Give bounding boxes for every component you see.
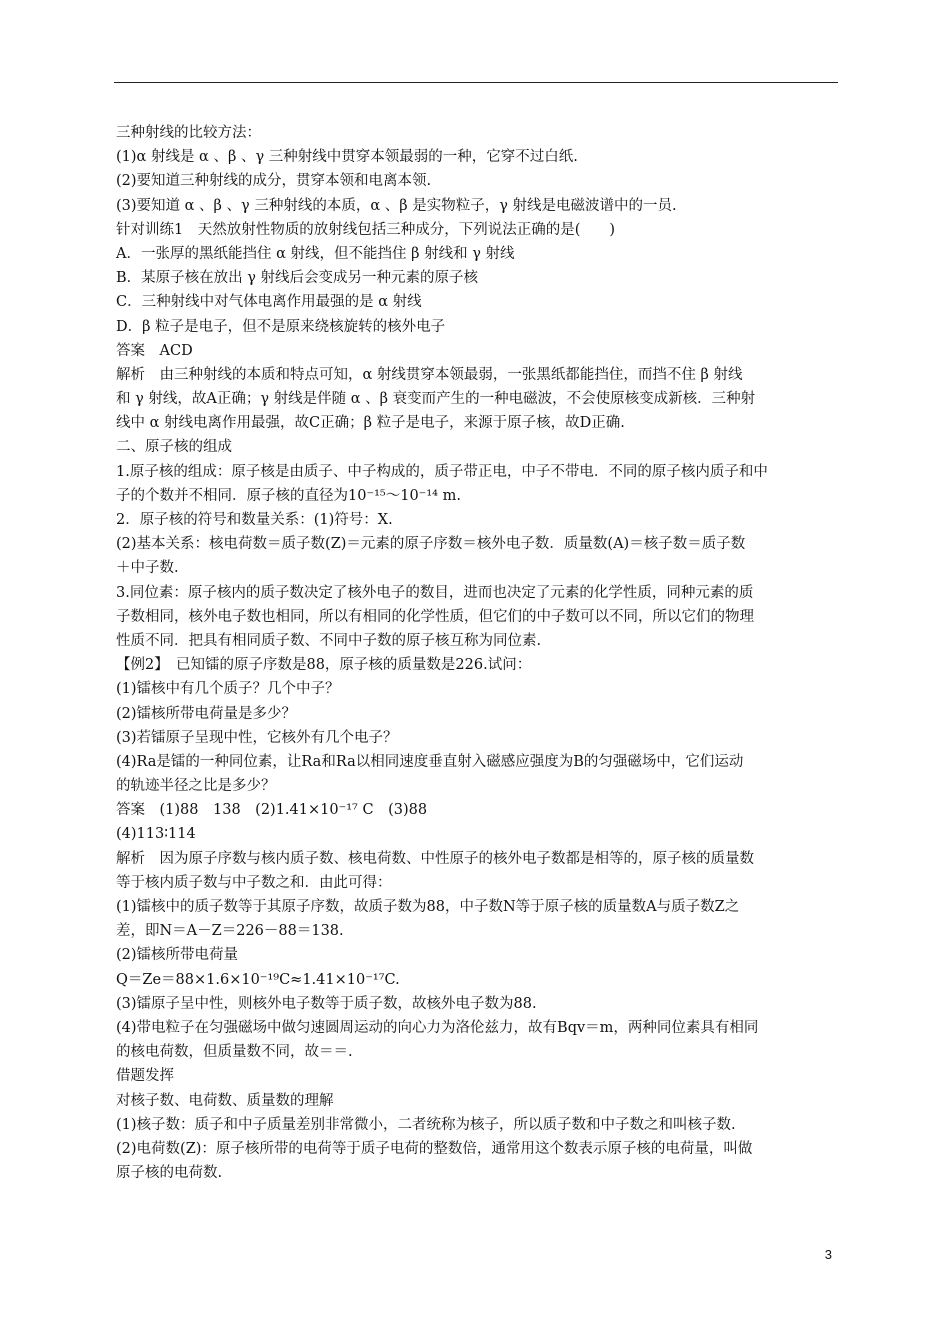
text-line: (2)要知道三种射线的成分，贯穿本领和电离本领.	[116, 173, 432, 190]
analysis-line: 和 γ 射线，故A正确；γ 射线是伴随 α 、β 衰变而产生的一种电磁波，不会使原核变成新核．三种射	[116, 391, 756, 408]
analysis-line: (2)镭核所带电荷量	[116, 947, 239, 964]
analysis-line: (1)镭核中的质子数等于其原子序数，故质子数为88，中子数N等于原子核的质量数A与质子数Z之	[116, 899, 740, 915]
option-a: A．一张厚的黑纸能挡住 α 射线，但不能挡住 β 射线和 γ 射线	[116, 245, 515, 262]
answer-line: (4)113∶114	[116, 826, 196, 843]
option-c: C．三种射线中对气体电离作用最强的是 α 射线	[116, 294, 422, 311]
analysis-line: (3)镭原子呈中性，则核外电子数等于质子数，故核外电子数为88.	[116, 995, 537, 1012]
analysis-line: 差，即N＝A－Z＝226－88＝138.	[116, 923, 344, 940]
text-line: (3)要知道 α 、β 、γ 三种射线的本质，α 、β 是实物粒子，γ 射线是电磁波谱中的一员.	[116, 197, 677, 214]
text-line: 3.同位素：原子核内的质子数决定了核外电子的数目，进而也决定了元素的化学性质，同种元素的质	[116, 584, 754, 601]
text-line: 性质不同．把具有相同质子数、不同中子数的原子核互称为同位素.	[116, 632, 542, 649]
text-line: (2)电荷数(Z)：原子核所带的电荷等于质子电荷的整数倍，通常用这个数表示原子核的电荷量，叫做	[116, 1140, 753, 1157]
analysis-line: 的核电荷数，但质量数不同，故＝＝.	[116, 1044, 353, 1061]
text-line: (1)核子数：质子和中子质量差别非常微小，二者统称为核子，所以质子数和中子数之和叫核子数.	[116, 1116, 736, 1133]
page-number: 3	[824, 1247, 832, 1262]
text-line: 1.原子核的组成：原子核是由质子、中子构成的，质子带正电，中子不带电．不同的原子核内质子和中	[116, 463, 768, 480]
analysis-line: 解析 因为原子序数与核内质子数、核电荷数、中性原子的核外电子数都是相等的，原子核的质量数	[116, 850, 754, 867]
analysis-line: 解析 由三种射线的本质和特点可知，α 射线贯穿本领最弱，一张黑纸都能挡住，而挡不住 β 射线	[116, 366, 743, 383]
section-heading: 三种射线的比较方法：	[116, 125, 261, 141]
section-heading: 借题发挥	[116, 1068, 174, 1085]
header-rule	[114, 82, 838, 83]
option-d: D．β 粒子是电子，但不是原来绕核旋转的核外电子	[116, 318, 446, 335]
section-heading: 对核子数、电荷数、质量数的理解	[116, 1092, 334, 1109]
analysis-line: 线中 α 射线电离作用最强，故C正确；β 粒子是电子，来源于原子核，故D正确.	[116, 415, 625, 432]
text-line: ＋中子数.	[116, 560, 179, 577]
analysis-line: (4)带电粒子在匀强磁场中做匀速圆周运动的向心力为洛伦兹力，故有Bqv＝m，两种同位素具有相同	[116, 1019, 759, 1036]
option-b: B．某原子核在放出 γ 射线后会变成另一种元素的原子核	[116, 270, 479, 287]
text-line: (2)镭核所带电荷量是多少？	[116, 705, 297, 722]
section-heading: 二、原子核的组成	[116, 439, 232, 456]
answer-line: 答案 (1)88 138 (2)1.41×10⁻¹⁷ C (3)88	[116, 802, 428, 819]
text-line: (1)镭核中有几个质子？几个中子？	[116, 681, 340, 698]
page-body	[116, 121, 840, 1185]
text-line: (3)若镭原子呈现中性，它核外有几个电子？	[116, 729, 398, 746]
analysis-line: Q＝Ze＝88×1.6×10⁻¹⁹C≈1.41×10⁻¹⁷C.	[116, 971, 400, 988]
example-heading: 【例2】 已知镭的原子序数是88，原子核的质量数是226.试问：	[116, 657, 532, 674]
text-line: (1)α 射线是 α 、β 、γ 三种射线中贯穿本领最弱的一种，它穿不过白纸.	[116, 149, 578, 166]
text-line: 原子核的电荷数.	[116, 1165, 223, 1182]
text-line: 2．原子核的符号和数量关系：(1)符号：X.	[116, 512, 393, 528]
answer-line: 答案 ACD	[116, 342, 193, 359]
analysis-line: 等于核内质子数与中子数之和．由此可得：	[116, 874, 392, 891]
text-line: (2)基本关系：核电荷数＝质子数(Z)＝元素的原子序数＝核外电子数．质量数(A)＝核子数＝质子数	[116, 536, 746, 553]
text-line: 的轨迹半径之比是多少？	[116, 778, 276, 795]
text-line: 子的个数并不相同．原子核的直径为10⁻¹⁵～10⁻¹⁴ m.	[116, 487, 461, 504]
text-line: 子数相同，核外电子数也相同，所以有相同的化学性质，但它们的中子数可以不同，所以它们的物理	[116, 608, 754, 625]
question-line: 针对训练1 天然放射性物质的放射线包括三种成分，下列说法正确的是( )	[116, 221, 616, 238]
text-line: (4)Ra是镭的一种同位素，让Ra和Ra以相同速度垂直射入磁感应强度为B的匀强磁场中，它们运动	[116, 753, 744, 770]
